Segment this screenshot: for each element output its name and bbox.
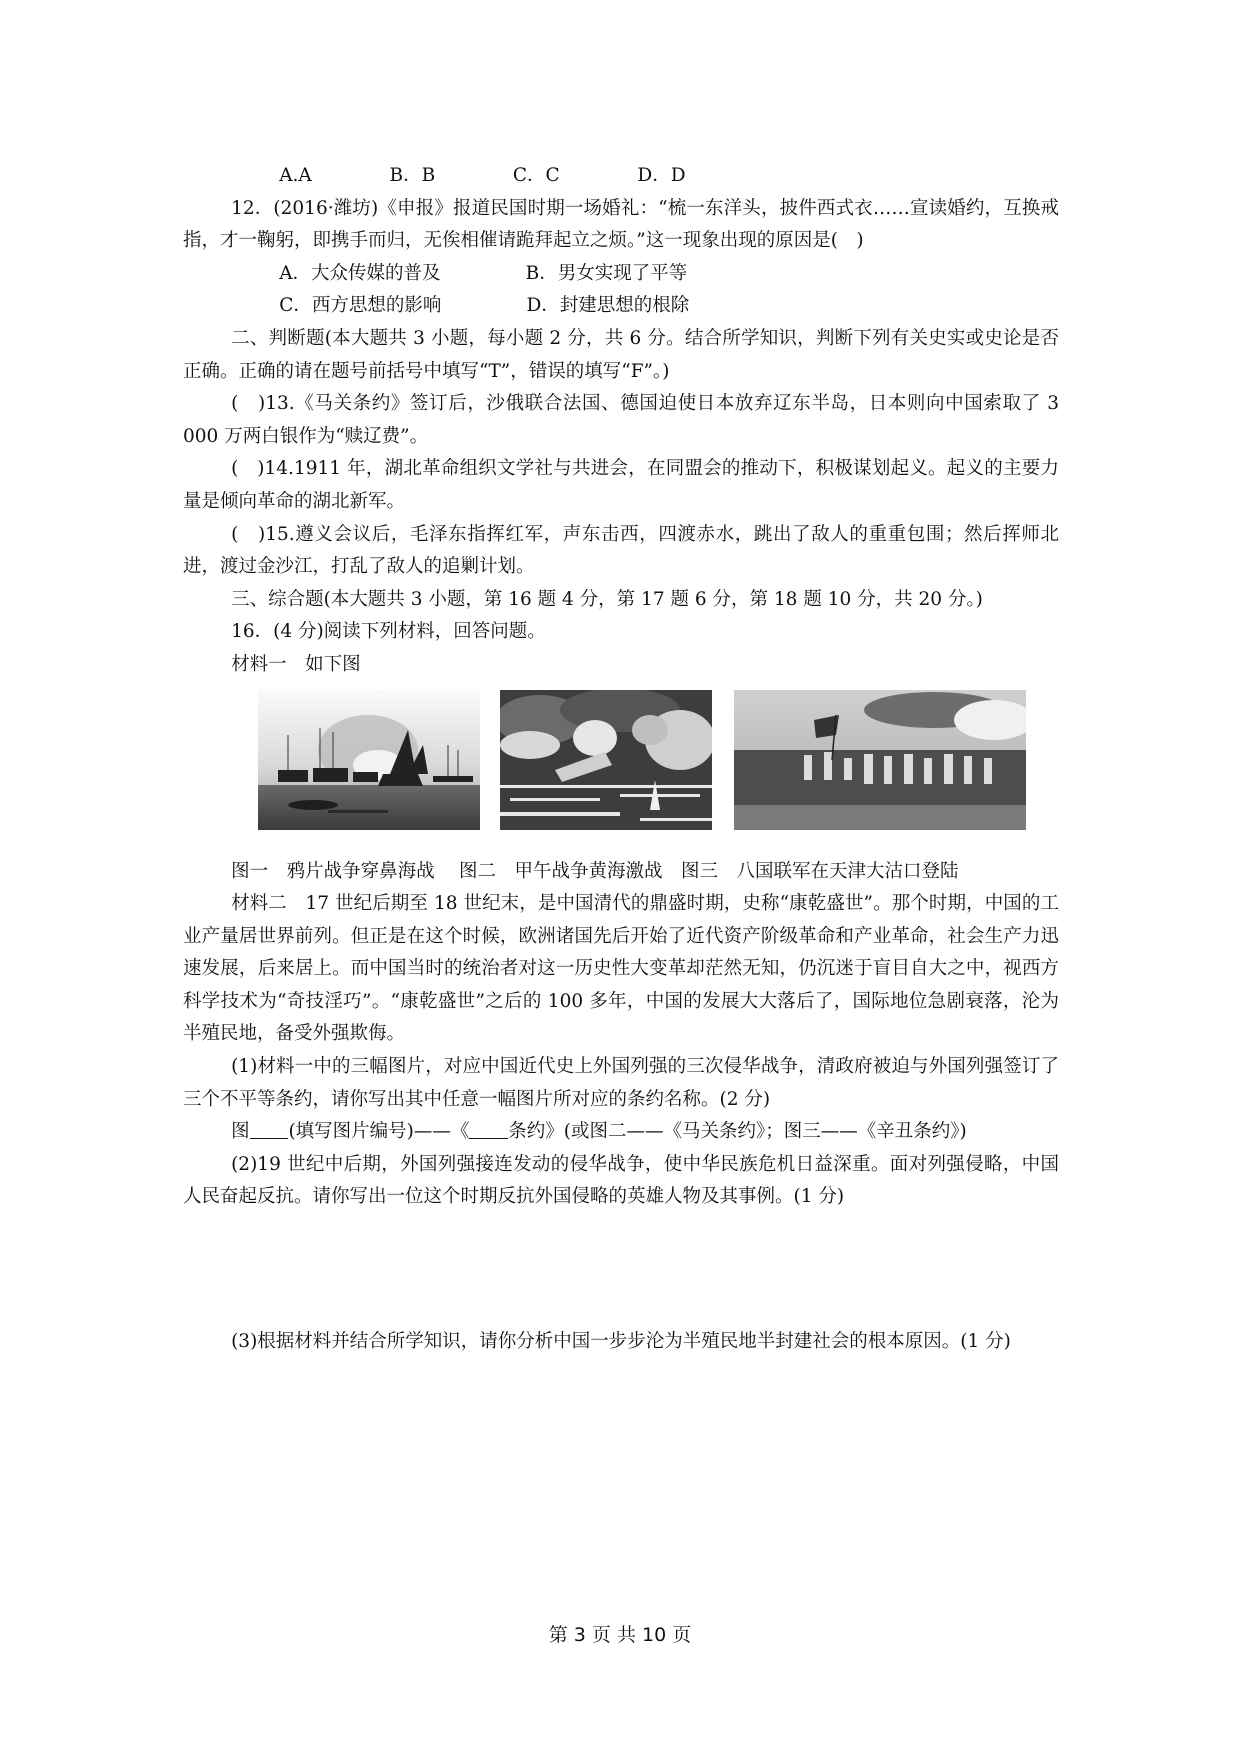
figures-row: [183, 688, 1059, 846]
q11-option-b: B．B: [389, 165, 436, 186]
q16-stem: 16．(4 分)阅读下列材料，回答问题。: [231, 621, 546, 643]
material1-label: 材料一 如下图: [231, 653, 361, 675]
judgment-item-15: ( )15.遵义会议后，毛泽东指挥红军，声东击西，四渡赤水，跳出了敌人的重重包围；然后挥师北进，渡过金沙江，打乱了敌人的追剿计划。: [183, 523, 1059, 578]
figures-caption: 图一 鸦片战争穿鼻海战 图二 甲午战争黄海激战 图三 八国联军在天津大沽口登陆: [231, 860, 959, 882]
q12-stem: 12．(2016·潍坊)《申报》报道民国时期一场婚礼：“梳一东洋头，披件西式衣……宣读婚约，互换戒指，才一鞠躬，即携手而归，无俟相催请跪拜起立之烦。”这一现象出现的原因是( ): [183, 197, 1059, 252]
page-footer: 第 3 页 共 10 页: [548, 1624, 692, 1646]
q12-option-a: A．大众传媒的普及: [279, 262, 441, 284]
section3-heading: 三、综合题(本大题共 3 小题，第 16 题 4 分，第 17 题 6 分，第 18 题 10 分，共 20 分。): [231, 588, 983, 610]
q12-option-d: D．封建思想的根除: [526, 295, 690, 317]
naval-battle-illustration-icon: [258, 690, 480, 830]
q11-options: [183, 160, 1059, 193]
figure-3-image: [734, 690, 1026, 830]
figure-1-image: [258, 690, 480, 830]
q12-options-row2: [183, 290, 1059, 323]
answer-mid: (填写图片编号)——《: [288, 1121, 470, 1143]
judgment-item-14: ( )14.1911 年，湖北革命组织文学社与共进会，在同盟会的推动下，积极谋划起义。起义的主要力量是倾向革命的湖北新军。: [183, 458, 1059, 512]
q16-sub2: (2)19 世纪中后期，外国列强接连发动的侵华战争，使中华民族危机日益深重。面对列强侵略，中国人民奋起反抗。请你写出一位这个时期反抗外国侵略的英雄人物及其事例。(1 分): [183, 1153, 1059, 1208]
section2-heading: 二、判断题(本大题共 3 小题，每小题 2 分，共 6 分。结合所学知识，判断下列有关史实或史论是否正确。正确的请在题号前括号中填写“T”，错误的填写“F”。): [183, 327, 1059, 382]
material2-text: 材料二 17 世纪后期至 18 世纪末，是中国清代的鼎盛时期，史称“康乾盛世”。那个时期，中国的工业产量居世界前列。但正是在这个时候，欧洲诸国先后开始了近代资产阶级革命和产业革命，社会生产力迅速发展，后来居上。而中国当时的统治者对这一历史性大变革却茫然无知，仍沉迷于盲目自大之中，视西方科学技术为“奇技淫巧”。“康乾盛世”之后的 100 多年，中国的发展大大落后了，国际地位急剧衰落，沦为半殖民地，备受外强欺侮。: [183, 893, 1059, 1045]
q11-option-c: C．C: [512, 165, 560, 186]
answer-space-sub2[interactable]: [183, 1214, 1059, 1326]
q16-sub3: (3)根据材料并结合所学知识，请你分析中国一步步沦为半殖民地半封建社会的根本原因。(1 分): [231, 1331, 1011, 1353]
q11-option-a: A.A: [279, 165, 312, 186]
answer-prefix: 图: [231, 1121, 250, 1143]
judgment-item-13: ( )13.《马关条约》签订后，沙俄联合法国、德国迫使日本放弃辽东半岛，日本则向中国索取了 3 000 万两白银作为“赎辽费”。: [183, 393, 1059, 447]
q16-sub1: (1)材料一中的三幅图片，对应中国近代史上外国列强的三次侵华战争，清政府被迫与外国列强签订了三个不平等条约，请你写出其中任意一幅图片所对应的条约名称。(2 分): [183, 1056, 1059, 1110]
q12-options-row1: [183, 258, 1059, 291]
troops-landing-illustration-icon: [734, 690, 1026, 830]
treaty-name-blank[interactable]: [469, 1120, 508, 1140]
q12-option-b: B．男女实现了平等: [525, 262, 688, 284]
document-page: [183, 160, 1059, 1359]
answer-suffix: 条约》(或图二——《马关条约》；图三——《辛丑条约》): [508, 1121, 967, 1143]
q12-option-c: C．西方思想的影响: [279, 295, 442, 317]
figure-2-image: [500, 690, 712, 830]
sea-battle-illustration-icon: [500, 690, 712, 830]
q11-option-d: D．D: [637, 165, 686, 186]
q16-sub1-answer-template: [183, 1116, 1059, 1149]
figure-number-blank[interactable]: [250, 1120, 289, 1140]
